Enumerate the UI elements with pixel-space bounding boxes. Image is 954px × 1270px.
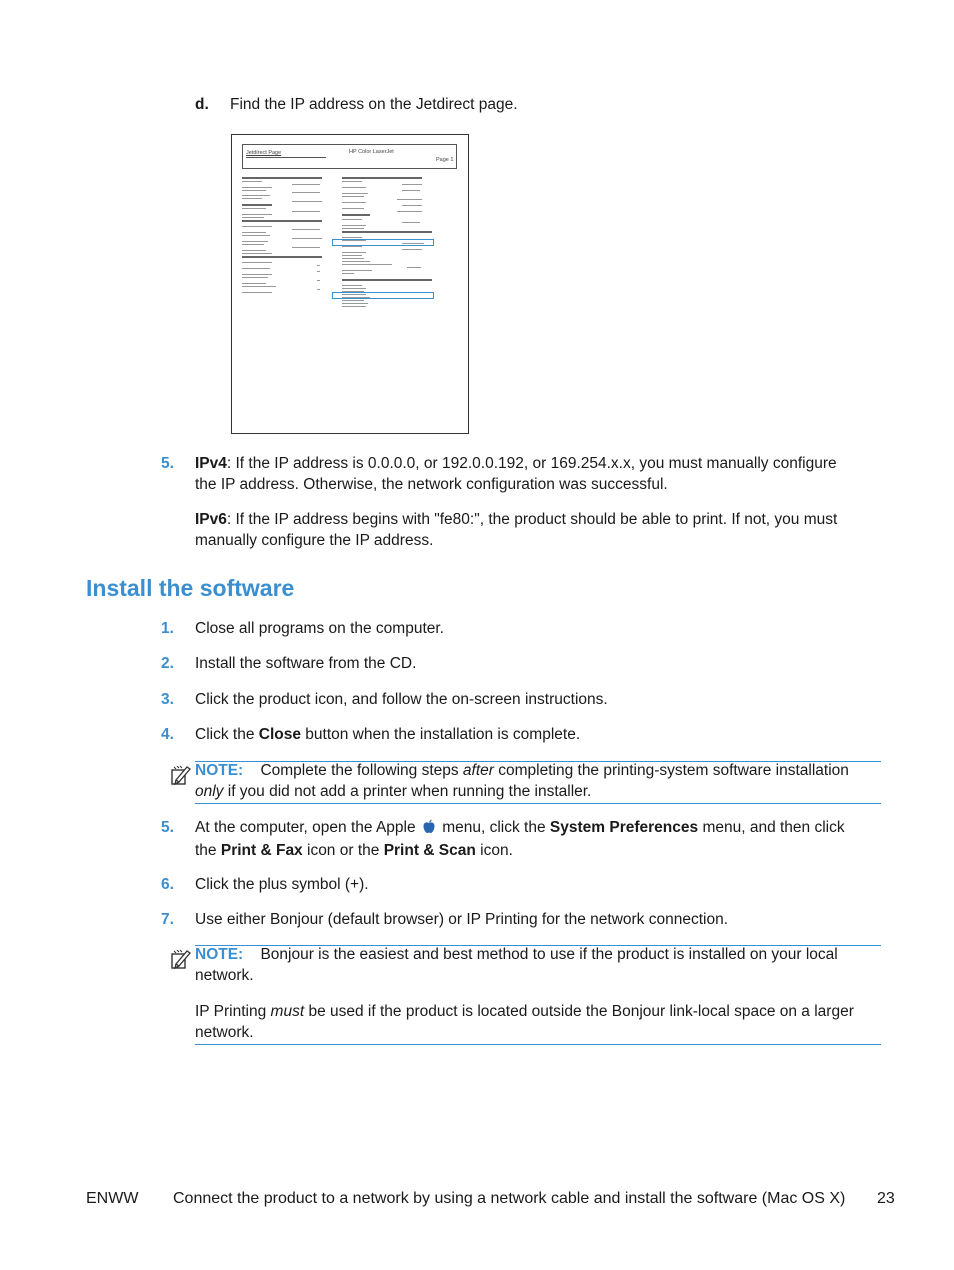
step-1-text: Close all programs on the computer.	[195, 620, 444, 637]
step-5b-d: the	[195, 842, 221, 859]
figure-header-title: Jetdirect Page	[246, 150, 282, 156]
step-4-bold: Close	[258, 726, 301, 743]
step-4-post: button when the installation is complete.	[300, 726, 581, 743]
note-2-text	[195, 944, 885, 986]
footer-page-number: 23	[877, 1190, 895, 1207]
step-5b-number: 5.	[161, 819, 174, 836]
note-2-t1: Bonjour is the easiest and best method to use if the product is installed on your local	[260, 946, 838, 963]
step-5b-e: icon or the	[302, 842, 384, 859]
note-1-t1-post: completing the printing-system software installation	[493, 762, 849, 779]
note-2-bottom-rule	[195, 1044, 881, 1045]
note-1-text	[195, 760, 885, 802]
note-2-p2b: be used if the product is located outside the Bonjour link-local space on a larger	[304, 1003, 854, 1020]
note-1-t1-italic: after	[462, 762, 494, 779]
note-2-p2a: IP Printing	[195, 1003, 271, 1020]
footer-center: Connect the product to a network by using a network cable and install the software (Mac OS X)	[173, 1190, 846, 1207]
step-7-number: 7.	[161, 911, 174, 928]
note-1-t2-post: if you did not add a printer when running the installer.	[223, 783, 592, 800]
ipv6-paragraph	[195, 509, 885, 551]
step-2-number: 2.	[161, 655, 174, 672]
ipv4-text: : If the IP address is 0.0.0.0, or 192.0.0.192, or 169.254.x.x, you must manually configure	[226, 455, 837, 472]
note-2-p2c: network.	[195, 1024, 254, 1041]
note-1-t2-italic: only	[195, 783, 224, 800]
ipv4-text-2: the IP address. Otherwise, the network configuration was successful.	[195, 476, 668, 493]
note-1-label: NOTE:	[195, 762, 244, 779]
note-2-t2: network.	[195, 967, 254, 984]
ipv4-label: IPv4	[195, 455, 227, 472]
note-1-bottom-rule	[195, 803, 881, 804]
note-2-p2-italic: must	[270, 1003, 305, 1020]
step-5b-a: At the computer, open the Apple	[195, 819, 420, 836]
step-5b-b: menu, click the	[437, 819, 550, 836]
figure-header	[242, 144, 457, 169]
apple-icon	[422, 819, 436, 840]
step-5b-d-bold: Print & Fax	[220, 842, 303, 859]
step-5b-c: menu, and then click	[698, 819, 845, 836]
ipv6-text-2: manually configure the IP address.	[195, 532, 434, 549]
step-4-number: 4.	[161, 726, 174, 743]
footer-left: ENWW	[86, 1190, 139, 1207]
step-6-text: Click the plus symbol (+).	[195, 876, 369, 893]
step-1-number: 1.	[161, 620, 174, 637]
ipv6-label: IPv6	[195, 511, 227, 528]
step-d-text: Find the IP address on the Jetdirect page.	[230, 96, 518, 113]
step-5b-e-bold: Print & Scan	[383, 842, 476, 859]
jetdirect-page-figure	[231, 134, 469, 434]
step-5b-b-bold: System Preferences	[549, 819, 699, 836]
step-2-text: Install the software from the CD.	[195, 655, 417, 672]
section-heading: Install the software	[86, 575, 295, 601]
step-7-text: Use either Bonjour (default browser) or IP Printing for the network connection.	[195, 911, 729, 928]
ipv4-highlight-box	[332, 239, 434, 246]
step-4-text	[195, 724, 580, 745]
figure-header-center: HP Color LaserJet	[349, 149, 394, 155]
step-6-number: 6.	[161, 876, 174, 893]
note-pencil-icon	[170, 764, 192, 786]
figure-header-page: Page 1	[436, 157, 454, 163]
step-5b-text	[195, 817, 885, 861]
step-3-number: 3.	[161, 691, 174, 708]
step-3-text: Click the product icon, and follow the on-screen instructions.	[195, 691, 608, 708]
step-5b-f: icon.	[475, 842, 513, 859]
note-1-t1: Complete the following steps	[260, 762, 463, 779]
ipv6-text: : If the IP address begins with "fe80:", the product should be able to print. If not, you must	[226, 511, 838, 528]
ipv6-highlight-box	[332, 292, 434, 299]
note-2-paragraph-2	[195, 1001, 885, 1043]
step-5-number: 5.	[161, 455, 174, 472]
step-d-marker: d.	[195, 96, 209, 113]
ipv4-paragraph	[195, 453, 885, 495]
step-4-pre: Click the	[195, 726, 259, 743]
note-pencil-icon-2	[170, 948, 192, 970]
note-2-label: NOTE:	[195, 946, 244, 963]
